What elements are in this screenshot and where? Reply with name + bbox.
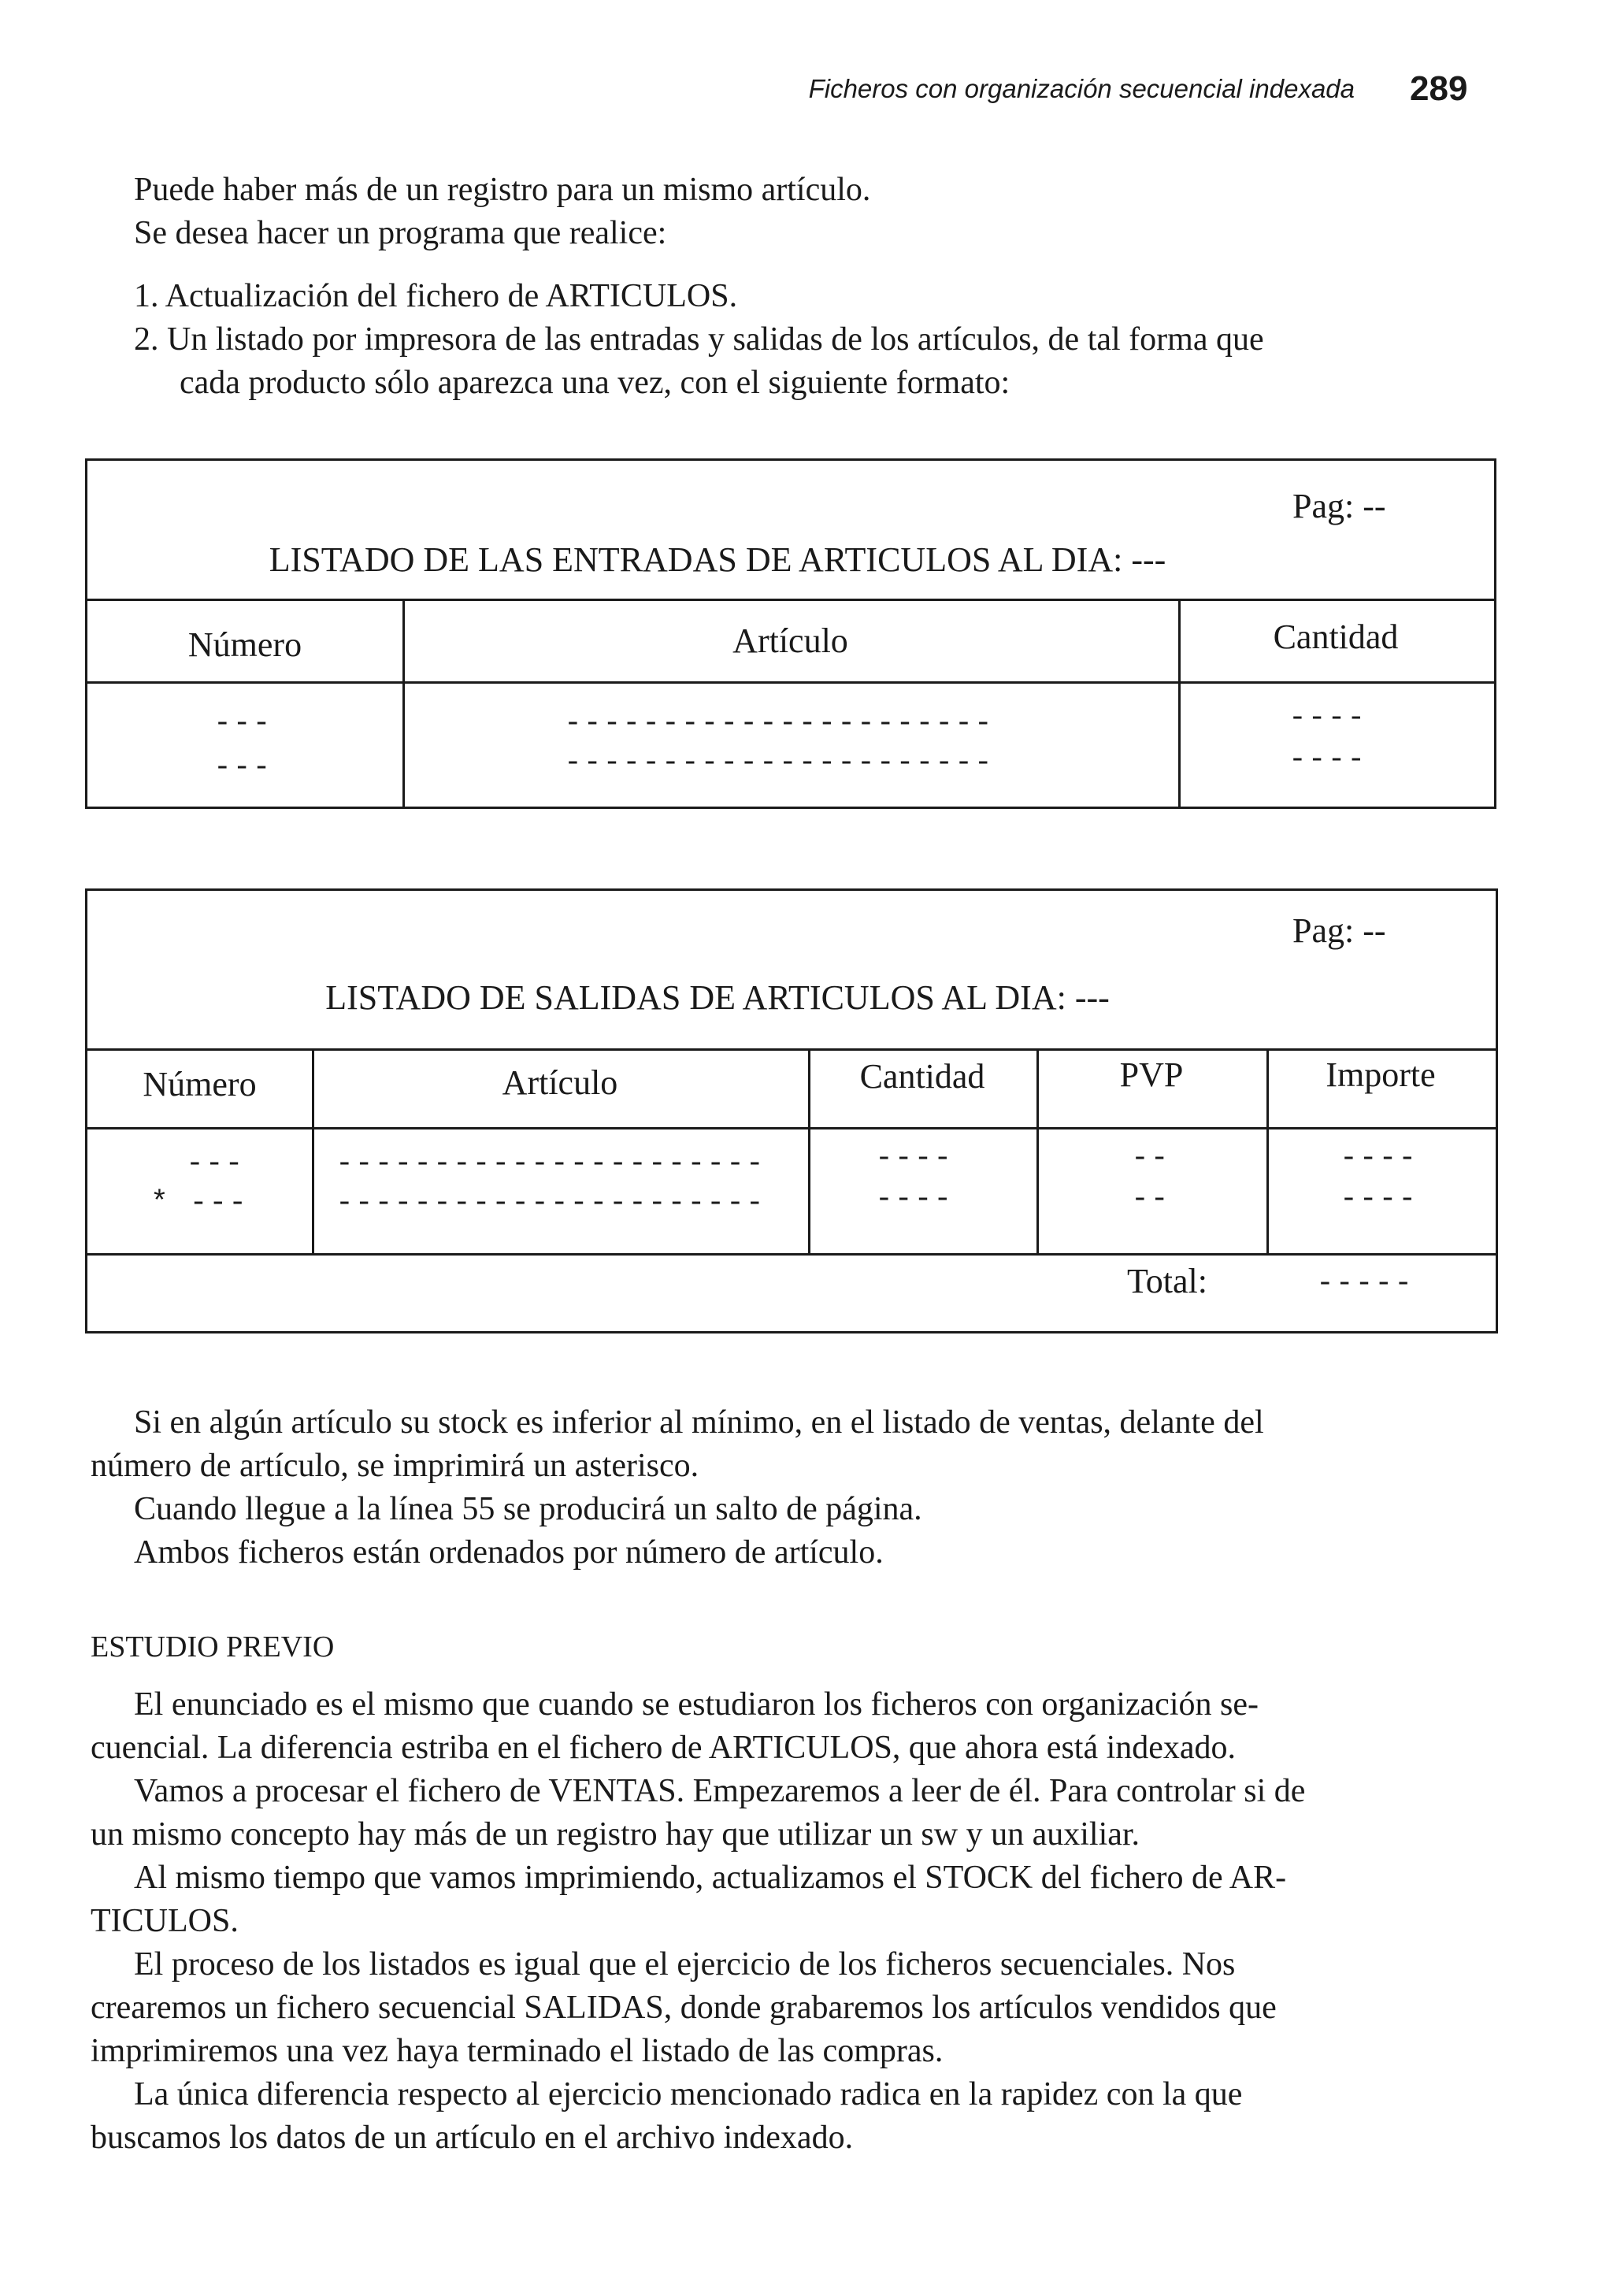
entradas-row1-numero: ---	[213, 707, 273, 740]
intro-line-1: Puede haber más de un registro para un mismo artículo.	[134, 172, 871, 208]
estudio-line-11: buscamos los datos de un artículo en el archivo indexado.	[91, 2120, 854, 2156]
salidas-header-pvp: PVP	[1119, 1055, 1184, 1094]
estudio-line-3: Vamos a procesar el fichero de VENTAS. Empezaremos a leer de él. Para controlar si de	[134, 1773, 1306, 1809]
estudio-line-4: un mismo concepto hay más de un registro hay que utilizar un sw y un auxiliar.	[91, 1816, 1140, 1853]
page-number: 289	[1410, 69, 1468, 108]
entradas-header-cantidad: Cantidad	[1273, 618, 1399, 656]
salidas-title: LISTADO DE SALIDAS DE ARTICULOS AL DIA: ---	[325, 978, 1110, 1017]
salidas-row1-cantidad: ----	[875, 1141, 954, 1175]
salidas-row1-articulo: ----------------------	[336, 1147, 766, 1181]
estudio-line-6: TICULOS.	[91, 1903, 239, 1939]
estudio-line-5: Al mismo tiempo que vamos imprimiendo, actualizamos el STOCK del fichero de AR-	[134, 1860, 1287, 1896]
entradas-row2-articulo: ----------------------	[564, 746, 994, 780]
entradas-header-articulo: Artículo	[732, 621, 848, 660]
entradas-table	[85, 458, 1496, 809]
salidas-row1-numero: ---	[186, 1147, 245, 1181]
intro-line-2: Se desea hacer un programa que realice:	[134, 215, 667, 251]
salidas-total-label: Total:	[1127, 1262, 1208, 1300]
salidas-row2-articulo: ----------------------	[336, 1186, 766, 1220]
salidas-row2-pvp: --	[1131, 1182, 1170, 1216]
entradas-row2-cantidad: ----	[1289, 743, 1367, 777]
estudio-line-10: La única diferencia respecto al ejercicio mencionado radica en la rapidez con la que	[134, 2076, 1243, 2112]
note-2: Cuando llegue a la línea 55 se producirá un salto de página.	[134, 1491, 922, 1527]
list-item-2-cont: cada producto sólo aparezca una vez, con el siguiente formato:	[180, 365, 1010, 401]
estudio-line-8: crearemos un fichero secuencial SALIDAS, donde grabaremos los artículos vendidos que	[91, 1990, 1277, 2026]
entradas-title: LISTADO DE LAS ENTRADAS DE ARTICULOS AL DIA: ---	[269, 540, 1166, 579]
note-3: Ambos ficheros están ordenados por número de artículo.	[134, 1534, 884, 1571]
salidas-row2-cantidad: ----	[875, 1182, 954, 1216]
salidas-table	[85, 888, 1498, 1333]
entradas-pag: Pag: --	[1292, 487, 1386, 525]
estudio-line-9: imprimiremos una vez haya terminado el listado de las compras.	[91, 2033, 944, 2069]
salidas-header-numero: Número	[143, 1065, 257, 1103]
salidas-header-importe: Importe	[1326, 1055, 1436, 1094]
list-item-2: 2. Un listado por impresora de las entradas y salidas de los artículos, de tal forma que	[134, 321, 1264, 358]
salidas-header-articulo: Artículo	[502, 1063, 618, 1102]
section-heading: ESTUDIO PREVIO	[91, 1630, 335, 1664]
entradas-row1-cantidad: ----	[1289, 701, 1367, 735]
salidas-header-cantidad: Cantidad	[859, 1057, 985, 1096]
salidas-pag: Pag: --	[1292, 911, 1386, 950]
salidas-row1-pvp: --	[1131, 1141, 1170, 1175]
salidas-row2-importe: ----	[1340, 1182, 1418, 1216]
entradas-row1-articulo: ----------------------	[564, 707, 994, 740]
entradas-header-numero: Número	[187, 625, 302, 664]
running-header-title: Ficheros con organización secuencial indexada	[808, 74, 1355, 103]
estudio-line-7: El proceso de los listados es igual que el ejercicio de los ficheros secuenciales. Nos	[134, 1946, 1236, 1983]
note-1a: Si en algún artículo su stock es inferior al mínimo, en el listado de ventas, delante del	[134, 1404, 1264, 1441]
list-item-1: 1. Actualización del fichero de ARTICULOS.	[134, 278, 738, 314]
note-1b: número de artículo, se imprimirá un asterisco.	[91, 1448, 699, 1484]
entradas-row2-numero: ---	[213, 751, 273, 784]
salidas-row2-numero: * ---	[150, 1186, 249, 1220]
estudio-line-2: cuencial. La diferencia estriba en el fichero de ARTICULOS, que ahora está indexado.	[91, 1730, 1237, 1766]
estudio-line-1: El enunciado es el mismo que cuando se estudiaron los ficheros con organización se-	[134, 1686, 1259, 1723]
salidas-row1-importe: ----	[1340, 1141, 1418, 1175]
salidas-total-value: -----	[1316, 1267, 1415, 1300]
